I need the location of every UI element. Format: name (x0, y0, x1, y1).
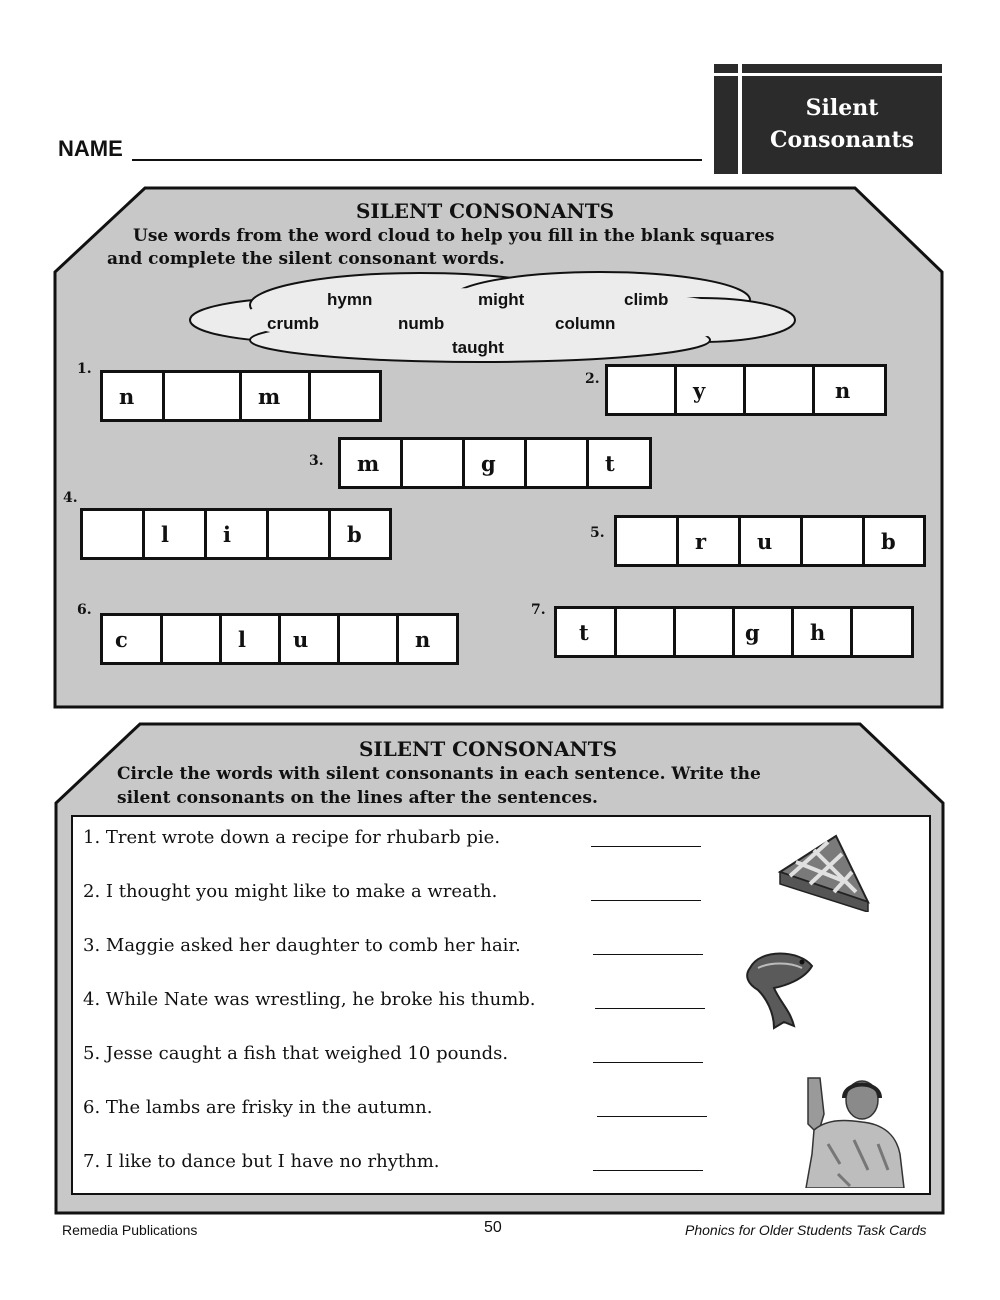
puzzle-cell[interactable]: i (207, 511, 269, 557)
puzzle-cell[interactable]: l (145, 511, 207, 557)
answer-line-6[interactable] (597, 1116, 707, 1117)
cloud-word-column: column (555, 314, 616, 333)
sentence-4: 4. While Nate was wrestling, he broke his thumb. (83, 989, 536, 1010)
puzzle-cell[interactable] (311, 373, 379, 419)
sentence-7: 7. I like to dance but I have no rhythm. (83, 1151, 440, 1172)
puzzle-cell[interactable] (165, 373, 242, 419)
card2-instruction-line2: silent consonants on the lines after the sentences. (117, 788, 598, 808)
puzzle-2-boxes (605, 364, 887, 416)
sentence-1: 1. Trent wrote down a recipe for rhubarb pie. (83, 827, 501, 848)
dancer-illustration (778, 1074, 910, 1188)
puzzle-5-boxes (614, 515, 926, 567)
cloud-word-hymn: hymn (327, 290, 373, 309)
topic-tab-line2: Consonants (769, 127, 915, 153)
answer-line-4[interactable] (595, 1008, 705, 1009)
puzzle-cell[interactable] (617, 609, 676, 655)
puzzle-7-boxes (554, 606, 914, 658)
puzzle-2-number: 2. (585, 371, 600, 387)
puzzle-cell[interactable]: t (557, 609, 617, 655)
puzzle-cell[interactable] (853, 609, 911, 655)
footer-book-title: Phonics for Older Students Task Cards (685, 1222, 927, 1238)
cloud-word-crumb: crumb (267, 314, 319, 333)
puzzle-cell[interactable]: h (794, 609, 853, 655)
sentence-5: 5. Jesse caught a fish that weighed 10 pounds. (83, 1043, 509, 1064)
puzzle-cell[interactable] (403, 440, 465, 486)
puzzle-1-number: 1. (77, 361, 92, 377)
sentence-6: 6. The lambs are frisky in the autumn. (83, 1097, 433, 1118)
puzzle-4-number: 4. (63, 490, 78, 506)
puzzle-cell[interactable] (608, 367, 677, 413)
puzzle-cell[interactable] (83, 511, 145, 557)
card2-instruction-line1: Circle the words with silent consonants in each sentence. Write the (117, 764, 761, 784)
puzzle-6-boxes (100, 613, 459, 665)
footer-publisher: Remedia Publications (62, 1222, 198, 1238)
card1-instruction-line2: and complete the silent consonant words. (107, 249, 505, 269)
puzzle-5-number: 5. (590, 525, 605, 541)
puzzle-cell[interactable]: g (735, 609, 794, 655)
answer-line-5[interactable] (593, 1062, 703, 1063)
puzzle-cell[interactable]: b (347, 521, 362, 547)
card1-title: SILENT CONSONANTS (355, 199, 615, 223)
puzzle-3-number: 3. (309, 453, 324, 469)
card2-title: SILENT CONSONANTS (358, 737, 618, 761)
puzzle-cell[interactable]: u (281, 616, 340, 662)
topic-tab-line1: Silent (805, 95, 879, 121)
puzzle-cell[interactable]: l (222, 616, 281, 662)
puzzle-cell[interactable]: m (242, 373, 311, 419)
puzzle-cell[interactable] (163, 616, 222, 662)
cloud-word-taught: taught (452, 338, 504, 357)
puzzle-cell[interactable] (340, 616, 399, 662)
puzzle-cell[interactable]: m (341, 440, 403, 486)
cloud-word-climb: climb (624, 290, 669, 309)
cloud-word-might: might (478, 290, 525, 309)
puzzle-cell[interactable]: c (103, 616, 163, 662)
puzzle-3-boxes (338, 437, 652, 489)
puzzle-cell[interactable] (746, 367, 815, 413)
puzzle-cell[interactable]: n (415, 626, 431, 652)
puzzle-6-number: 6. (77, 602, 92, 618)
answer-line-3[interactable] (593, 954, 703, 955)
puzzle-cell[interactable]: r (679, 518, 741, 564)
puzzle-cell[interactable]: n (103, 373, 165, 419)
puzzle-cell[interactable] (527, 440, 589, 486)
puzzle-1-boxes (100, 370, 382, 422)
sentence-3: 3. Maggie asked her daughter to comb her hair. (83, 935, 521, 956)
answer-line-1[interactable] (591, 846, 701, 847)
puzzle-cell[interactable] (676, 609, 735, 655)
answer-line-2[interactable] (591, 900, 701, 901)
puzzle-cell[interactable]: t (605, 450, 615, 476)
cloud-word-numb: numb (398, 314, 445, 333)
answer-line-7[interactable] (593, 1170, 703, 1171)
card1-instruction-line1: Use words from the word cloud to help you fill in the blank squares (133, 226, 775, 246)
puzzle-cell[interactable]: y (677, 367, 746, 413)
fish-illustration (740, 946, 820, 1032)
name-label: NAME (58, 136, 123, 161)
puzzle-cell[interactable] (269, 511, 331, 557)
sentence-2: 2. I thought you might like to make a wreath. (83, 881, 498, 902)
puzzle-cell[interactable]: b (881, 528, 896, 554)
puzzle-4-boxes (80, 508, 392, 560)
puzzle-cell[interactable]: g (465, 440, 527, 486)
footer-page-number: 50 (484, 1219, 502, 1236)
puzzle-cell[interactable] (803, 518, 865, 564)
pie-illustration (776, 832, 876, 912)
puzzle-cell[interactable]: n (835, 377, 851, 403)
puzzle-cell[interactable]: u (741, 518, 803, 564)
puzzle-7-number: 7. (531, 602, 546, 618)
puzzle-cell[interactable] (617, 518, 679, 564)
